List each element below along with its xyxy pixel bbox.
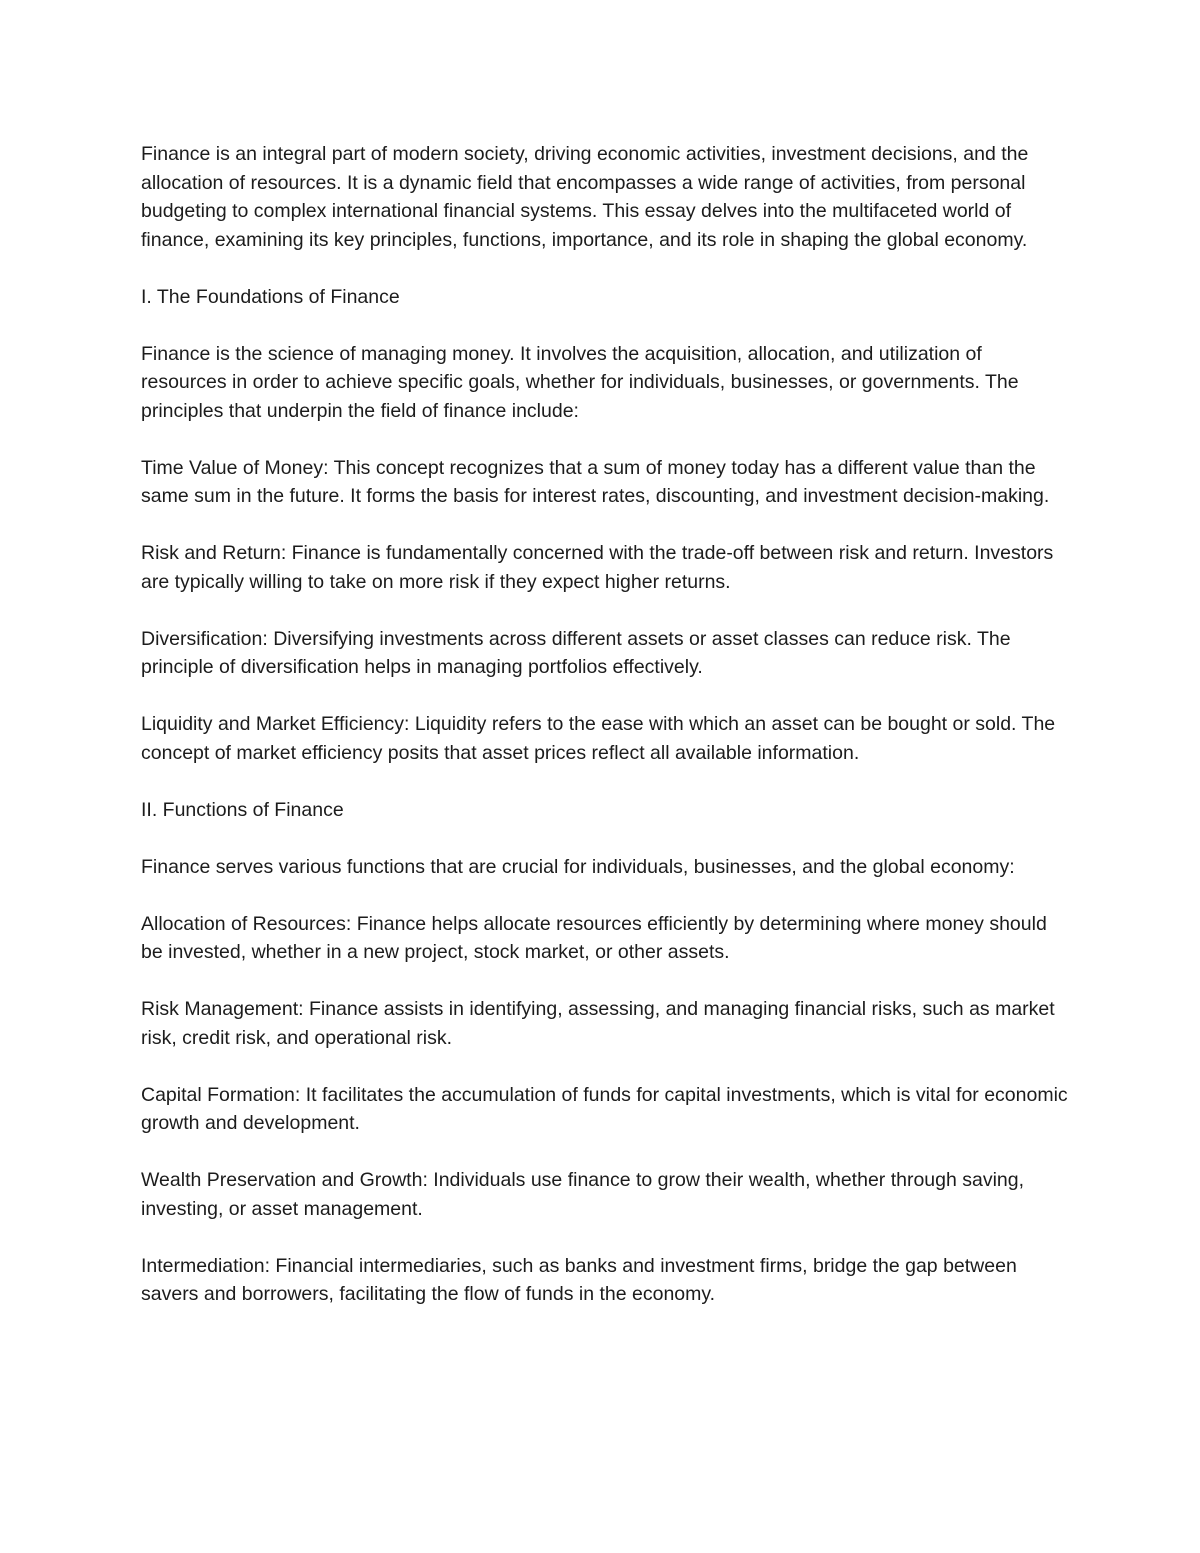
function-risk-management: Risk Management: Finance assists in identifying, assessing, and managing financial risks, such as market risk, credit risk, and operational risk. [141, 998, 1055, 1049]
principle-liquidity-market-efficiency: Liquidity and Market Efficiency: Liquidity refers to the ease with which an asset can be bought or sold. The concept of market efficiency posits that asset prices reflect all available information. [141, 713, 1056, 764]
intro-paragraph: Finance is an integral part of modern society, driving economic activities, investment decisions, and the allocation of resources. It is a dynamic field that encompasses a wide range of activities, from personal budgeting to complex international financial systems. This essay delves into the multifaceted world of finance, examining its key principles, functions, importance, and its role in shaping the global economy. [141, 143, 1029, 251]
section-intro-foundations: Finance is the science of managing money. It involves the acquisition, allocation, and utilization of resources in order to achieve specific goals, whether for individuals, businesses, or governments. The principles that underpin the field of finance include: [141, 342, 1019, 422]
principle-risk-and-return: Risk and Return: Finance is fundamentally concerned with the trade-off between risk and return. Investors are typically willing to take on more risk if they expect higher returns. [141, 542, 1054, 593]
function-intermediation: Intermediation: Financial intermediaries, such as banks and investment firms, bridge the gap between savers and borrowers, facilitating the flow of funds in the economy. [141, 1254, 1017, 1305]
section-heading-functions: II. Functions of Finance [141, 798, 344, 821]
principle-diversification: Diversification: Diversifying investments across different assets or asset classes can reduce risk. The principle of diversification helps in managing portfolios effectively. [141, 627, 1011, 678]
function-capital-formation: Capital Formation: It facilitates the accumulation of funds for capital investments, which is vital for economic growth and development. [141, 1083, 1068, 1134]
document-page [141, 140, 1071, 1337]
function-wealth-preservation-growth: Wealth Preservation and Growth: Individuals use finance to grow their wealth, whether through saving, investing, or asset management. [141, 1169, 1025, 1220]
section-heading-foundations: I. The Foundations of Finance [141, 285, 400, 308]
section-intro-functions: Finance serves various functions that are crucial for individuals, businesses, and the global economy: [141, 855, 1015, 878]
principle-time-value-of-money: Time Value of Money: This concept recognizes that a sum of money today has a different value than the same sum in the future. It forms the basis for interest rates, discounting, and investment decision-making. [141, 456, 1050, 507]
function-allocation-of-resources: Allocation of Resources: Finance helps allocate resources efficiently by determining where money should be invested, whether in a new project, stock market, or other assets. [141, 912, 1047, 963]
